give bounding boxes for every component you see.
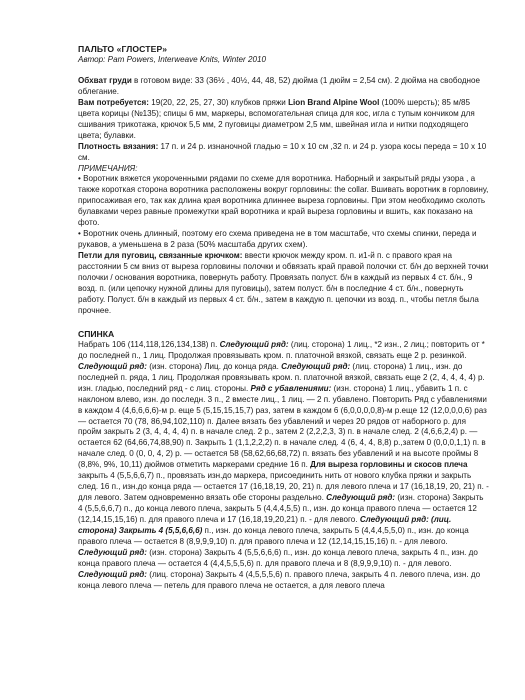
yarn-name: Lion Brand Alpine Wool — [288, 97, 380, 107]
next-row-label: Следующий ряд: — [78, 361, 147, 371]
gauge-label: Плотность вязания: — [78, 141, 159, 151]
document-title: ПАЛЬТО «ГЛОСТЕР» — [78, 44, 168, 54]
materials-label: Вам потребуется: — [78, 97, 149, 107]
back-text: (лиц. сторона) 1 лиц., изн. до последней п. ряда, 1 лиц. Продолжая провязывать кром. п. платочной вязкой, связать еще 2 (2, 4, 4, 4, 4) р. изн. гладью, последний ряд - с лиц. стороны. — [78, 361, 485, 393]
next-row-label: Следующий ряд: — [326, 493, 396, 503]
back-text: (лиц. сторона) 1 лиц., *2 изн., 2 лиц.; повторить от * до последней п., 1 лиц. Продолжая провязывать кром. п. платочной вязкой, связать еще 2 р. резинкой. — [78, 339, 485, 360]
buttonhole-label: Петли для пуговиц, связанные крючком: — [78, 251, 243, 261]
chest-text: в готовом виде: 33 (36½ , 40½, 44, 48, 52) дюйма (1 дюйм = 2,54 см). 2 дюйма на свободное облегание. — [78, 75, 481, 96]
decrease-row-label: Ряд с убавлениями: — [250, 383, 332, 393]
next-row-label: Следующий ряд: (лиц. сторона) Закрыть 4 (5,5,6,6,6) — [78, 515, 452, 536]
next-row-label: Следующий ряд: — [281, 361, 351, 371]
back-text: (изн. сторона) Закрыть 4 (5,5,6,6,6) п., изн. до конца левого плеча, закрыть 4 п., изн. до конца правого плеча — остается 4 (4,4,5,5,5,6) п. для правого плеча и 8 (8,9,9,9,10) п. - для левого. — [78, 547, 478, 568]
note-bullet-2: • Воротник очень длинный, поэтому его схема приведена не в том масштабе, что схемы спинки, переда и рукавов, а уменьшена в 2 раза (50% масштаба других схем). — [78, 229, 477, 250]
next-row-label: Следующий ряд: — [78, 547, 147, 557]
materials-text-1: 19(20, 22, 25, 27, 30) клубков пряжи — [148, 97, 289, 107]
back-text: закрыть 4 (5,5,6,6,7) п., провязать изн.до маркера, присоединить нить от нового клубка пряжи и закрыть след. 16 п., изн.до конца ряда — остается 17 (16,18,19, 20, 21) п. для левого плеча и 17 (16,18,19, 20, 21) п. - для левого. Затем одновременно вязать обе стороны раздельно. — [78, 471, 489, 503]
document-body — [78, 44, 490, 592]
note-bullet-1: • Воротник вяжется укороченными рядами по схеме для воротника. Наборный и закрытый ряды узора , а также короткая сторона воротника расположены вокруг горловины: the collar. Вшивать воротник в горловину, припосаживая его, так как длина края воротника длиннее выреза горловины. При этом необходимо сколоть булавками через равные промежутки край воротника и край выреза горловины и вшить, как показано на фото. — [78, 174, 489, 228]
chest-label: Обхват груди — [78, 75, 132, 85]
next-row-label: Следующий ряд: — [78, 569, 147, 579]
back-text: (изн. сторона) 1 лиц., убавить 1 п. с наклоном влево, изн. до последн. 3 п., 2 вместе лиц., 1 лиц. — 2 п. убавлено. Повторить Ряд с убавлениями в каждом 4 (4,6,6,6,6)-м р. еще 5 (5,15,15,15,7) раз, затем в каждом 6 (6,0,0,0,0,8)-м р.еще 12 (12,0,0,0,6) раз — остается 70 (78, 86,94,102,110) п. Далее вязать без убавлений и через 20 рядов от наборного р. для пройм закрыть 2 (3, 4, 4, 4, 4) п. в начале след. 2 р., затем 2 (2,2,2,3, 3) п. в начале след. 2 (4,6,6,2,4) р. — остается 62 (64,66,74,88,90) п. Закрыть 1 (1,1,2,2,2) п. в начале след. 4 (6, 4, 4, 8,8) р.,затем 0 (0,0,0,1,1) п. в начале след. 0 (0, 0, 4, 2) р. — остается 58 (58,62,66,68,72) п. вязать без убавлений и на высоте проймы 8 (8,8%, 9%, 10,11) дюймов отметить маркерами средние 16 п. — [78, 383, 487, 470]
buttonhole-paragraph — [78, 251, 490, 317]
chest-paragraph — [78, 76, 490, 98]
back-text: п., изн. до конца левого плеча, закрыть 5 (4,4,4,5,5,0) п., изн. до конца правого плеча — остается 8 (8,9,9,9,10) п. для правого плеча и 12 (12,14,15,15,16) п. - для левого. — [78, 526, 469, 546]
gauge-text: 17 п. и 24 р. изнаночной гладью = 10 х 10 см ,32 п. и 24 р. узора косы переда = 10 х 10 см. — [78, 141, 487, 162]
back-text: (изн. сторона) Закрыть 4 (5,5,6,6,7) п., до конца левого плеча, закрыть 5 (4,4,4,5,5) п., изн. до конца правого плеча — остается 12 (12,14,15,15,16) п. для правого плеча и 17 (16,18,19,20,21) п. - для левого. — [78, 493, 484, 525]
back-instructions — [78, 340, 490, 592]
notes-label: ПРИМЕЧАНИЯ: — [78, 163, 138, 173]
back-heading: СПИНКА — [78, 328, 115, 339]
author-line: Автор: Pam Powers, Interweave Knits, Winter 2010 — [78, 54, 266, 64]
neckline-label: Для выреза горловины и скосов плеча — [310, 460, 468, 470]
back-text: Набрать 106 (114,118,126,134,138) п. — [78, 339, 220, 349]
materials-text-2: (100% шерсть); 85 м/85 цвета корицы (№135); спицы 6 мм, маркеры, вспомогательная спица для кос, игла с тупым кончиком для сшивания трикотажа, крючок 5,5 мм, 2 пуговицы диаметром 2,5 мм, швейная игла и нитки подходящего цвета; булавки. — [78, 97, 475, 140]
next-row-label: Следующий ряд: — [219, 339, 289, 349]
materials-paragraph — [78, 98, 490, 142]
gauge-paragraph — [78, 142, 490, 164]
back-text: (изн. сторона) Лиц. до конца ряда. — [147, 361, 282, 371]
buttonhole-text: ввести крючок между кром. п. и1-й п. с правого края на расстоянии 5 см вниз от выреза горловины полочки и обвязать край правой полочки ст. б/н до верхней точки полочки / основания воротника, повернуть работу. Провязать полуст. б/н в каждый из первых 4 ст. б/н., 9 возд. п. (или цепочку нужной длины для пуговицы), затем полуст. б/н в последние 4 ст. б/н., повернуть работу. Полуст. б/н в каждый из первых 4 ст. б/н., затем в каждую п. цепочки из возд. п., чтобы петля была прочнее. — [78, 251, 489, 315]
back-text: (лиц. сторона) Закрыть 4 (4,5,5,5,6) п. правого плеча, закрыть 4 п. левого плеча, изн. до конца левого плеча — петель для правого плеча не остается, а для левого плеча — [78, 569, 481, 590]
